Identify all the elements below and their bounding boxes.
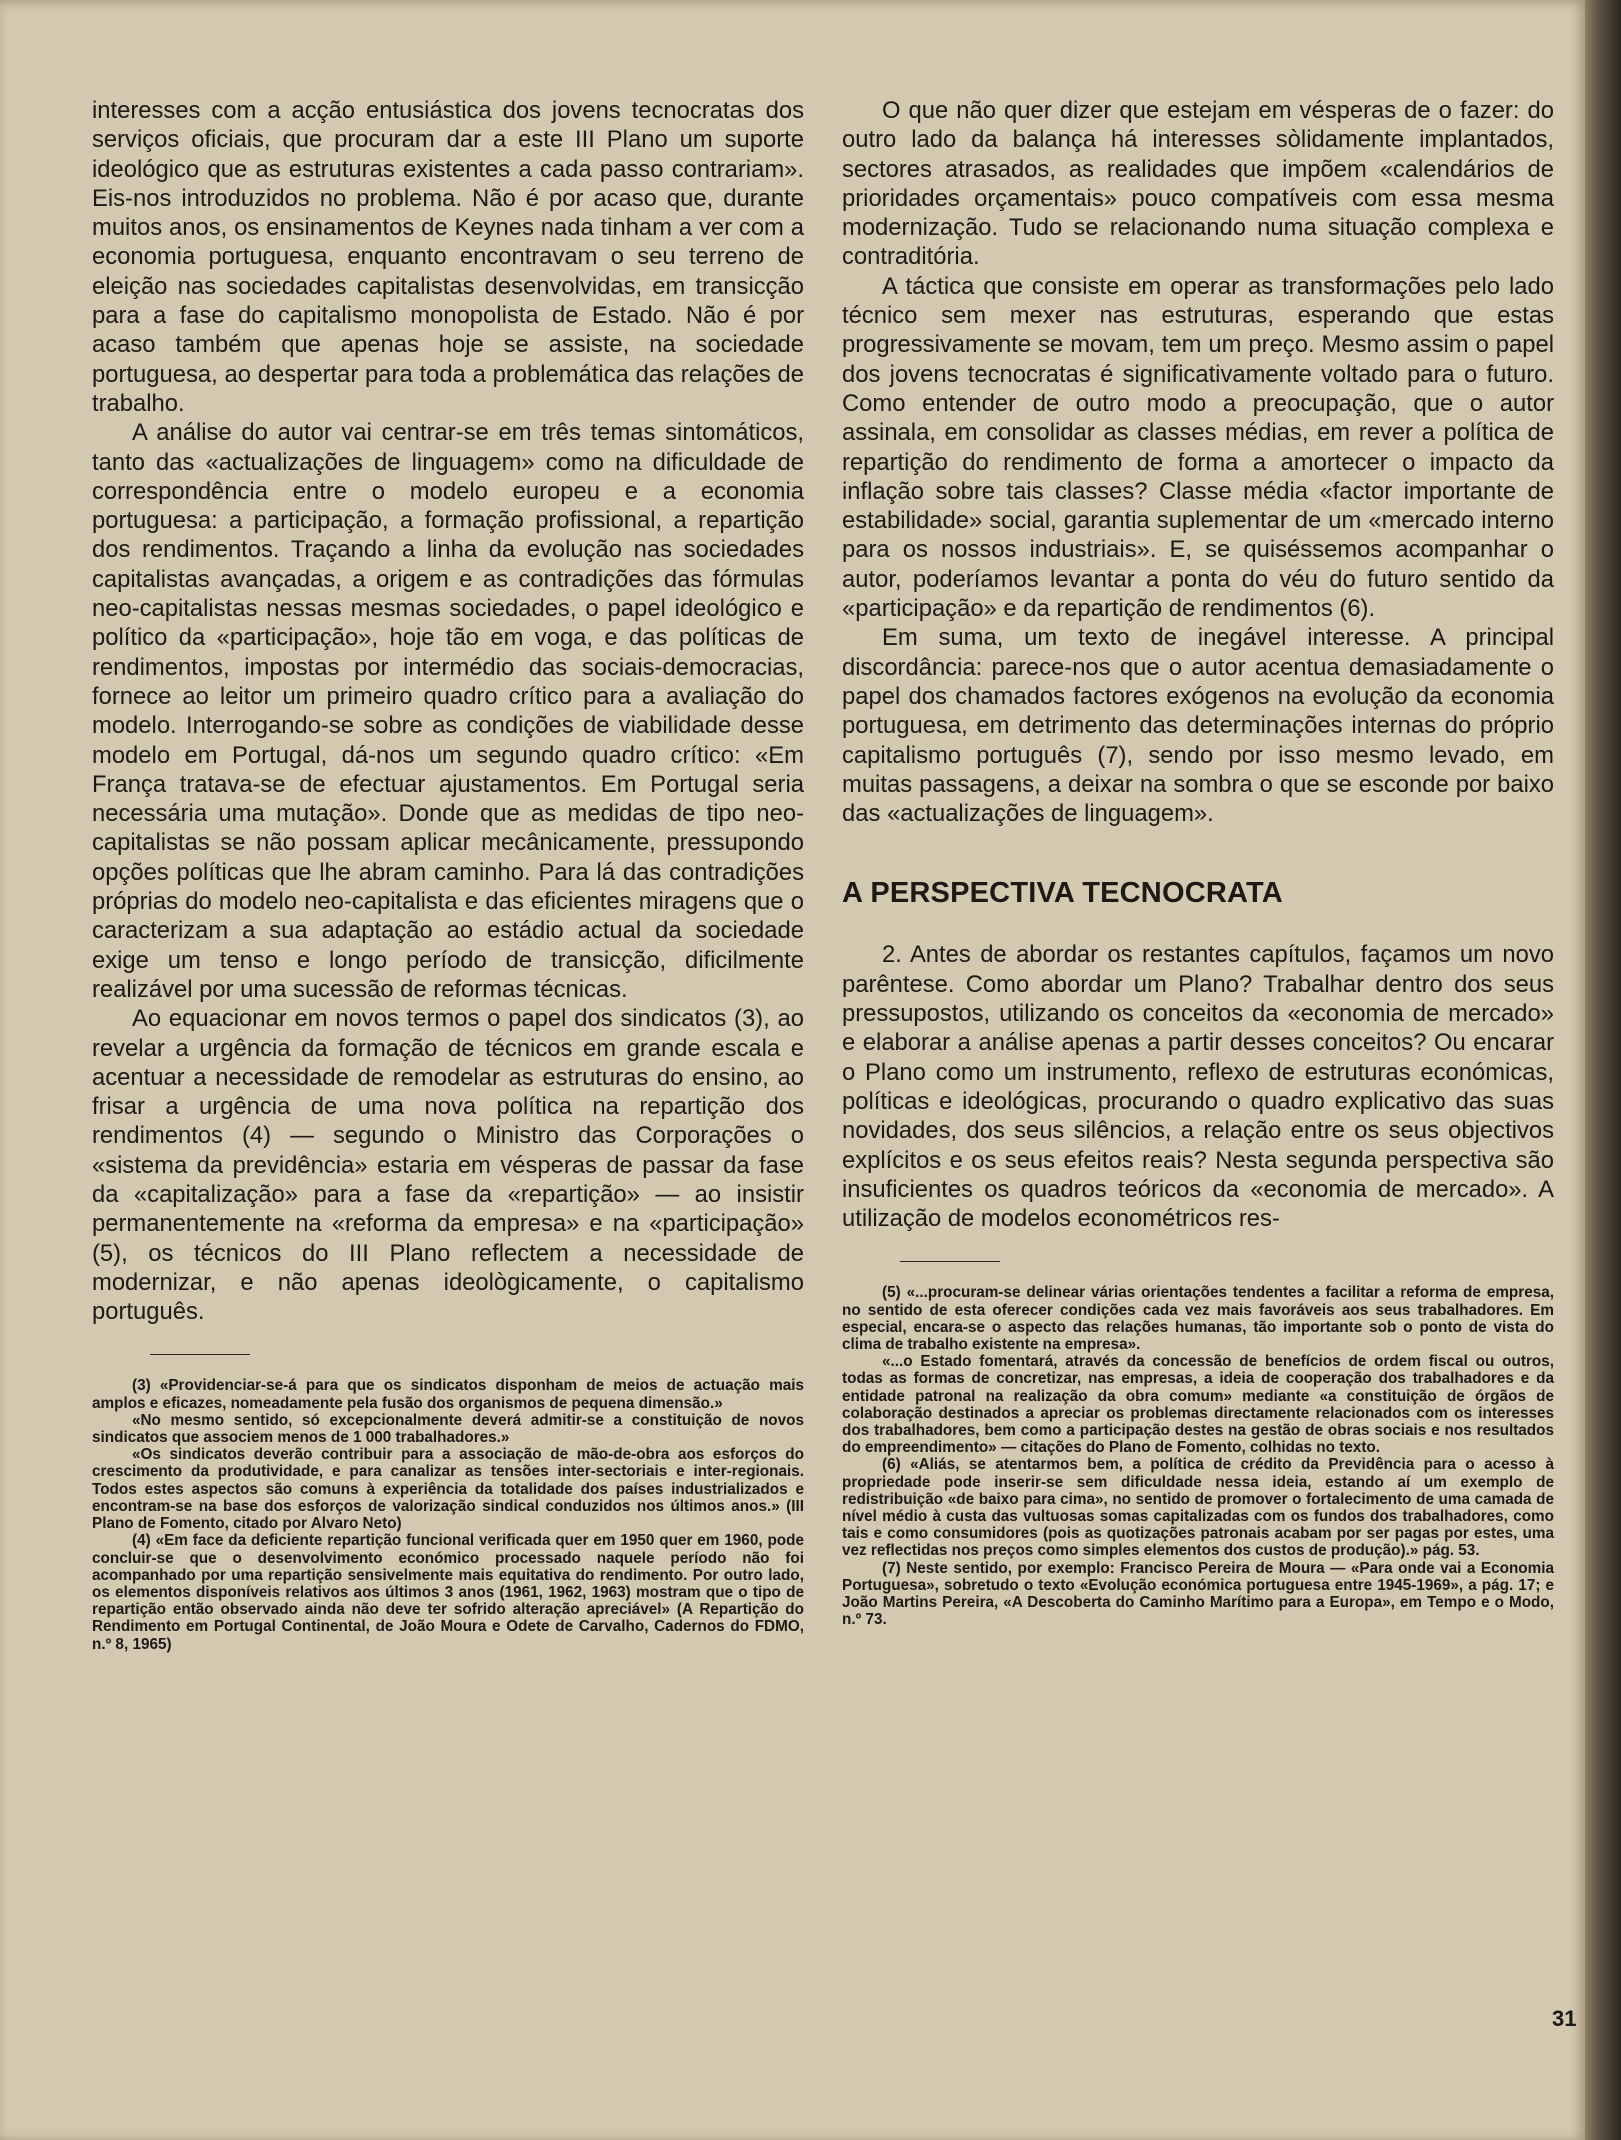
footnote: «No mesmo sentido, só excepcionalmente deverá admitir-se a constituição de novos sindicatos que associem menos de 1 000 trabalhadores.»: [92, 1411, 804, 1447]
paragraph: 2. Antes de abordar os restantes capítulos, façamos um novo parêntese. Como abordar um Plano? Trabalhar dentro dos seus pressupostos, utilizando os conceitos da «economia de mercado» e elaborar a análise apenas a partir desses conceitos? Ou encarar o Plano como um instrumento, reflexo de estruturas económicas, políticas e ideológicas, procurando o quadro explicativo das suas novidades, dos seus silêncios, a relação entre os seus objectivos explícitos e os seus efeitos reais? Nesta segunda perspectiva são insuficientes os quadros teóricos da «economia de mercado». A utilização de modelos econométricos res-: [842, 941, 1554, 1233]
footnote: «...o Estado fomentará, através da concessão de benefícios de ordem fiscal ou outros, todas as formas de concretizar, nas empresas, a ideia de cooperação dos trabalhadores e da entidade patronal na realização da obra comum» mediante «a constituição de órgãos de colaboração destinados a apreciar os problemas directamente relacionados com os interesses dos trabalhadores, bem como a participação destes na gestão de obras sociais e nos resultados do empreendimento» — citações do Plano de Fomento, colhidas no texto.: [842, 1353, 1554, 1457]
paragraph: O que não quer dizer que estejam em vésperas de o fazer: do outro lado da balança há interesses sòlidamente implantados, sectores atrasados, as realidades que impõem «calendários de prioridades orçamentais» pouco compatíveis com essa mesma modernização. Tudo se relacionando numa situação complexa e contraditória.: [842, 97, 1554, 271]
section-heading: A PERSPECTIVA TECNOCRATA: [842, 877, 1283, 910]
left-column: [92, 96, 804, 1653]
paragraph: A análise do autor vai centrar-se em três temas sintomáticos, tanto das «actualizações de linguagem» como na dificuldade de correspondência entre o modelo europeu e a economia portuguesa: a participação, a formação profissional, a repartição dos rendimentos. Traçando a linha da evolução nas sociedades capitalistas avançadas, a origem e as contradições das fórmulas neo-capitalistas nessas mesmas sociedades, o papel ideológico e político da «participação», hoje tão em voga, e das políticas de rendimentos, impostas por intermédio das sociais-democracias, fornece ao leitor um primeiro quadro crítico para a avaliação do modelo. Interrogando-se sobre as condições de viabilidade desse modelo em Portugal, dá-nos um segundo quadro crítico: «Em França tratava-se de efectuar ajustamentos. Em Portugal seria necessária uma mutação». Donde que as medidas de tipo neo-capitalistas se não possam aplicar mecânicamente, pressupondo opções políticas que lhe abram caminho. Para lá das contradições próprias do modelo neo-capitalista e das eficientes miragens que o caracterizam a sua adaptação ao estádio actual da sociedade exige um tenso e longo período de transicção, dificilmente realizável por uma sucessão de reformas técnicas.: [92, 419, 804, 1003]
footnote-rule: [900, 1261, 1000, 1262]
paragraph: Ao equacionar em novos termos o papel dos sindicatos (3), ao revelar a urgência da formação de técnicos em grande escala e acentuar a necessidade de remodelar as estruturas do ensino, ao frisar a urgência de uma nova política na repartição dos rendimentos (4) — segundo o Ministro das Corporações o «sistema da previdência» estaria em vésperas de passar da fase da «capitalização» para a fase da «repartição» — ao insistir permanentemente na «reforma da empresa» e na «participação» (5), os técnicos do III Plano reflectem a necessidade de modernizar, e não apenas ideològicamente, o capitalismo português.: [92, 1005, 804, 1326]
right-body-text-bottom: [842, 940, 1554, 1233]
paragraph: Em suma, um texto de inegável interesse. A principal discordância: parece-nos que o autor acentua demasiadamente o papel dos chamados factores exógenos na evolução da economia portuguesa, em detrimento das determinações internas do próprio capitalismo português (7), sendo por isso mesmo levado, em muitas passagens, a deixar na sombra o que se esconde por baixo das «actualizações de linguagem».: [842, 624, 1554, 828]
paragraph: A táctica que consiste em operar as transformações pelo lado técnico sem mexer nas estruturas, esperando que estas progressivamente se movam, tem um preço. Mesmo assim o papel dos jovens tecnocratas é significativamente voltado para o futuro. Como entender de outro modo a preocupação, que o autor assinala, em consolidar as classes médias, em rever a política de repartição do rendimento de forma a amortecer o impacto da inflação sobre tais classes? Classe média «factor importante de estabilidade» social, garantia suplementar de um «mercado interno para os nossos industriais». E, se quiséssemos acompanhar o autor, poderíamos levantar a ponta do véu do futuro sentido da «participação» e da repartição de rendimentos (6).: [842, 272, 1554, 623]
footnote: «Os sindicatos deverão contribuir para a associação de mão-de-obra aos esforços do crescimento da produtividade, e para canalizar as tensões inter-sectoriais e inter-regionais. Todos estes aspectos são comuns à experiência da totalidade dos países industrializados e encontram-se na base dos esforços de valorização sindical conduzidos nos últimos anos.» (III Plano de Fomento, citado por Alvaro Neto): [92, 1446, 804, 1533]
footnote: (7) Neste sentido, por exemplo: Francisco Pereira de Moura — «Para onde vai a Economia Portuguesa», sobretudo o texto «Evolução económica portuguesa entre 1945-1969», a pág. 17; e João Martins Pereira, «A Descoberta do Caminho Marítimo para a Europa», em Tempo e o Modo, n.º 73.: [842, 1559, 1554, 1629]
binding-edge: [1585, 0, 1621, 2140]
right-body-text-top: [842, 96, 1554, 828]
right-column: [842, 96, 1554, 1628]
left-footnotes: [92, 1377, 804, 1652]
footnote: (4) «Em face da deficiente repartição funcional verificada quer em 1950 quer em 1960, pode concluir-se que o desenvolvimento económico processado naquele período não foi acompanhado por uma repartição sensivelmente mais equitativa do rendimento. Por outro lado, os elementos disponíveis relativos aos últimos 3 anos (1961, 1962, 1963) mostram que o tipo de repartição então observado ainda não deve ter sofrido alteração apreciável» (A Repartição do Rendimento em Portugal Continental, de João Moura e Odete de Carvalho, Cadernos do FDMO, n.º 8, 1965): [92, 1532, 804, 1653]
paragraph: interesses com a acção entusiástica dos jovens tecnocratas dos serviços oficiais, que procuram dar a este III Plano um suporte ideológico que as estruturas existentes a cada passo contrariam». Eis-nos introduzidos no problema. Não é por acaso que, durante muitos anos, os ensinamentos de Keynes nada tinham a ver com a economia portuguesa, enquanto encontravam o seu terreno de eleição nas sociedades capitalistas desenvolvidas, em transicção para a fase do capitalismo monopolista de Estado. Não é por acaso também que apenas hoje se assiste, na sociedade portuguesa, ao despertar para toda a problemática das relações de trabalho.: [92, 97, 804, 417]
footnote: (5) «...procuram-se delinear várias orientações tendentes a facilitar a reforma de empresa, no sentido de esta oferecer condições cada vez mais favoráveis aos seus trabalhadores. Em especial, encara-se o aspecto das relações humanas, tão importante sob o ponto de vista do clima de trabalho existente na empresa».: [842, 1284, 1554, 1353]
right-footnotes: [842, 1284, 1554, 1628]
left-body-text: [92, 96, 804, 1326]
footnote-rule: [150, 1354, 250, 1355]
footnote: (6) «Aliás, se atentarmos bem, a política de crédito da Previdência para o acesso à propriedade pode inserir-se sem dificuldade nessa ideia, estando aí um exemplo de redistribuição «de baixo para cima», no sentido de promover o fortalecimento de uma camada de nível médio à custa das vultuosas somas capitalizadas com os fundos dos trabalhadores, como tais e como consumidores (pois as quotizações patronais acabam por ser pagas por estes, uma vez reflectidas nos preços como simples elementos dos custos de produção).» pág. 53.: [842, 1456, 1554, 1560]
page-number: 31: [1552, 2006, 1577, 2031]
footnote: (3) «Providenciar-se-á para que os sindicatos disponham de meios de actuação mais amplos e eficazes, nomeadamente pela fusão dos organismos de pequena dimensão.»: [92, 1377, 804, 1412]
